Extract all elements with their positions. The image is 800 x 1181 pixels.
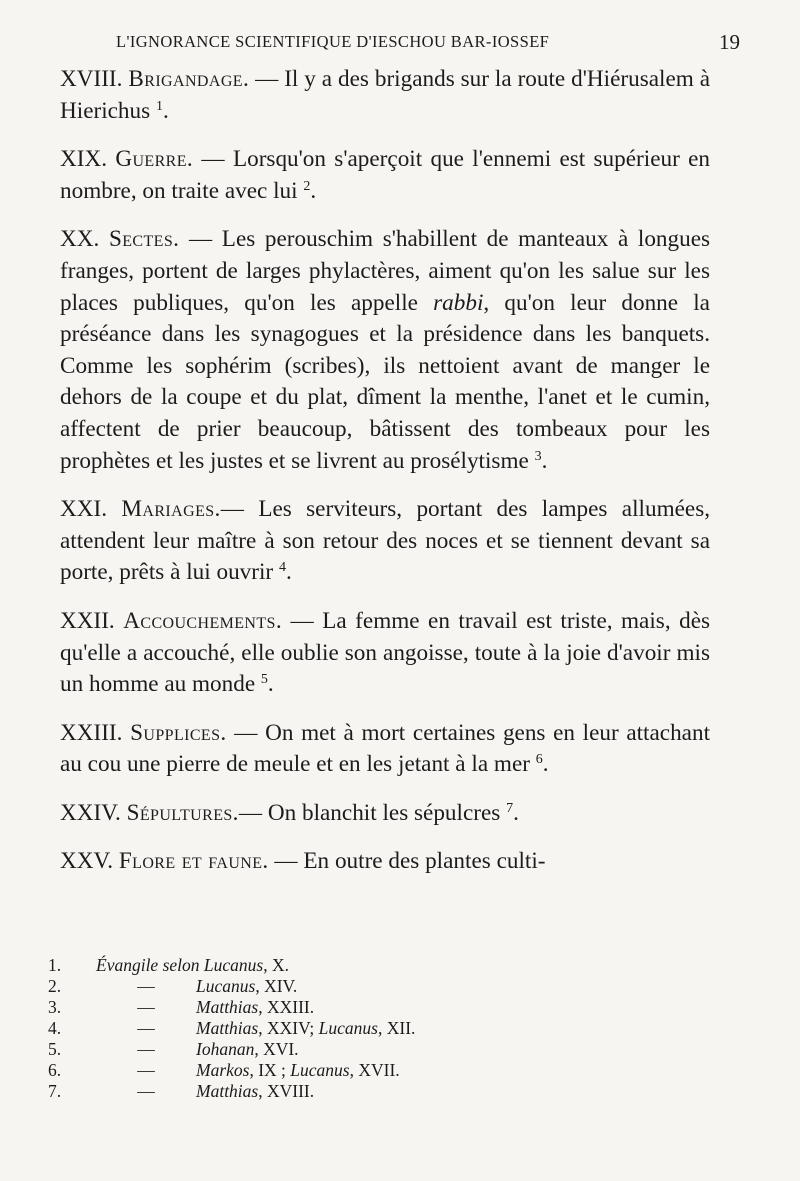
footnote-ditto: — <box>137 1018 155 1038</box>
footnote-ref: 1 <box>155 98 163 114</box>
paragraph-xviii <box>60 64 710 127</box>
section-number: XXIII. <box>60 719 123 746</box>
paragraph-xx <box>60 224 710 477</box>
footnote-text <box>196 1081 688 1102</box>
section-number: XX. <box>60 226 100 253</box>
footnote-ditto: — <box>137 1039 155 1059</box>
section-text: On met à mort certaines gens en leur attachant au cou une pierre de meule et en les jetant à la mer <box>60 719 711 778</box>
section-title: Guerre. <box>115 146 194 173</box>
footnote-ref-work-2: Lucanus <box>318 1018 378 1038</box>
section-title: Flore et faune. <box>118 848 269 875</box>
footnote <box>48 1018 688 1039</box>
section-text: La femme en travail est triste, mais, dès qu'elle a accouché, elle oublie son angoisse, toute à la joie d'avoir mis un homme au monde <box>60 607 711 698</box>
section-tail: . <box>310 177 317 204</box>
footnote-ref-chapter: , XVIII. <box>258 1081 315 1101</box>
section-text: En outre des plantes culti- <box>303 848 546 875</box>
footnote-ref-chapter: , XXIV; <box>258 1018 319 1038</box>
footnote-text <box>196 1039 688 1060</box>
paragraph-xxiv <box>60 798 710 830</box>
footnote-number: 1. <box>48 955 62 975</box>
section-text-cont: , qu'on leur donne la préséance dans les synagogues et la présidence dans les banquets. Comme les sophérim (scribes), ils nettoient avant de manger le dehors de la coupe et du plat, dîment la menthe, l'anet et le cumin, affectent de prier beaucoup, bâtissent des tombeaux pour les prophètes et les justes et se livrent au prosélytisme <box>60 289 710 474</box>
section-text: On blanchit les sépulcres <box>267 799 501 826</box>
footnote-text <box>196 1060 688 1081</box>
footnote-number: 2. <box>48 976 62 996</box>
section-tail: . <box>285 559 292 586</box>
footnote <box>48 1060 688 1081</box>
section-tail: . <box>162 97 169 124</box>
footnote-number: 5. <box>48 1039 62 1059</box>
footnote-text <box>196 997 688 1018</box>
body-text <box>60 64 710 895</box>
footnote-ref-work: Évangile selon Lucanus <box>96 955 264 975</box>
paragraph-xix <box>60 144 710 207</box>
footnote-ref-work: Matthias <box>196 1081 259 1101</box>
section-tail: . <box>541 447 548 474</box>
footnote-text <box>196 976 688 997</box>
page-number: 19 <box>719 30 740 54</box>
page-header <box>110 30 740 56</box>
paragraph-xxv <box>60 846 710 878</box>
paragraph-xxii <box>60 606 710 701</box>
section-text: Il y a des brigands sur la route d'Hiérusalem à Hierichus <box>60 66 711 124</box>
section-title: Sectes. <box>108 226 180 253</box>
section-separator: — <box>238 799 268 826</box>
section-text: Les perouschim s'habillent de manteaux à longues franges, portent de larges phylactères, aiment qu'on les salue sur les places publiques, qu'on les appelle <box>60 226 711 316</box>
footnote-ref: 3 <box>534 448 542 464</box>
footnote-number: 4. <box>48 1018 62 1038</box>
section-title: Supplices. <box>130 719 227 746</box>
footnote-number: 6. <box>48 1060 62 1080</box>
footnote-ditto: — <box>137 976 155 996</box>
footnote-ref-chapter: , XVI. <box>254 1039 299 1059</box>
footnote-number: 7. <box>48 1081 62 1101</box>
footnote-ref-work-2: Lucanus <box>290 1060 350 1080</box>
footnote-ref-chapter: , XXIII. <box>258 997 315 1017</box>
footnote-ref-work: Matthias <box>196 997 259 1017</box>
section-text: Lorsqu'on s'aperçoit que l'ennemi est supérieur en nombre, on traite avec lui <box>60 146 710 204</box>
footnote-ref-chapter: , X. <box>263 955 289 975</box>
footnote-text <box>96 955 688 976</box>
paragraph-xxi <box>60 494 710 589</box>
section-separator: — <box>193 146 233 173</box>
footnote-ref-chapter-2: , XII. <box>377 1018 416 1038</box>
footnote-ref-work: Iohanan <box>196 1039 255 1059</box>
section-title: Brigandage. <box>128 66 250 92</box>
section-separator: — <box>282 607 323 634</box>
section-text-italic: rabbi <box>433 289 484 316</box>
section-number: XIX. <box>60 146 108 173</box>
footnote-ref-work: Markos <box>196 1060 250 1080</box>
section-number: XXI. <box>60 496 108 523</box>
section-title: Accouchements. <box>123 607 283 634</box>
footnote-ditto: — <box>137 997 155 1017</box>
footnote-ref-chapter-2: , XVII. <box>349 1060 400 1080</box>
footnote-ref: 4 <box>278 560 286 576</box>
footnote-ditto: — <box>137 1081 155 1101</box>
section-separator: — <box>268 848 304 875</box>
section-tail: . <box>267 671 274 698</box>
footnote <box>48 955 688 976</box>
section-tail: . <box>513 799 519 826</box>
section-number: XXV. <box>60 848 114 875</box>
section-tail: . <box>542 751 549 778</box>
footnote <box>48 997 688 1018</box>
section-number: XXII. <box>60 607 115 634</box>
section-number: XVIII. <box>60 66 123 92</box>
footnote-ditto: — <box>137 1060 155 1080</box>
footnote-ref: 2 <box>303 178 311 194</box>
footnote <box>48 1039 688 1060</box>
section-title: Sépultures. <box>126 799 239 826</box>
section-separator: — <box>220 496 259 523</box>
footnote-number: 3. <box>48 997 62 1017</box>
footnote <box>48 976 688 997</box>
section-separator: — <box>226 719 266 746</box>
footnote-text <box>196 1018 688 1039</box>
paragraph-xxiii <box>60 718 710 781</box>
section-title: Mariages. <box>121 496 221 523</box>
footnote-ref-work: Matthias <box>196 1018 259 1038</box>
footnote <box>48 1081 688 1102</box>
footnotes <box>48 955 688 1102</box>
footnote-ref: 6 <box>535 752 543 768</box>
footnote-ref: 7 <box>506 800 514 816</box>
section-number: XXIV. <box>60 799 121 826</box>
section-text: Les serviteurs, portant des lampes allumées, attendent leur maître à son retour des noces et se tiennent devant sa porte, prêts à lui ouvrir <box>60 496 711 586</box>
footnote-ref: 5 <box>260 672 268 688</box>
footnote-ref-chapter: , XIV. <box>255 976 298 996</box>
footnote-ref-chapter: , IX ; <box>249 1060 291 1080</box>
footnote-ref-work: Lucanus <box>196 976 256 996</box>
section-separator: — <box>179 226 222 253</box>
running-title: L'IGNORANCE SCIENTIFIQUE D'IESCHOU BAR-IOSSEF <box>116 32 550 51</box>
section-separator: — <box>249 66 285 92</box>
